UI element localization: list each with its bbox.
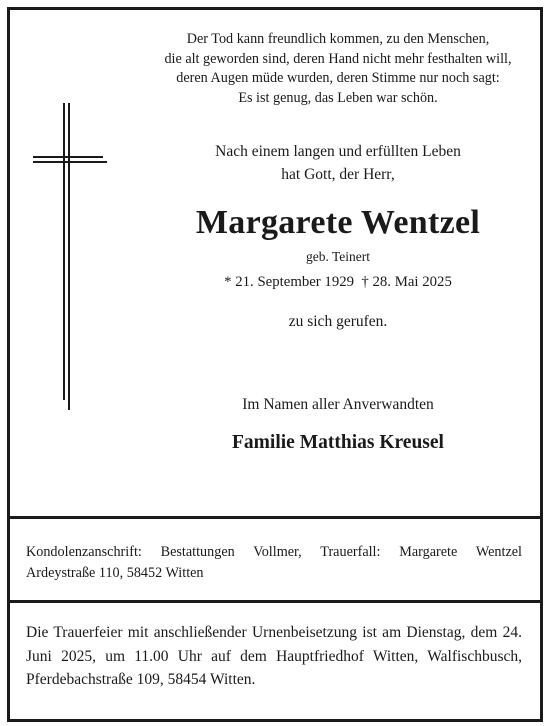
poem-line: die alt geworden sind, deren Hand nicht mehr festhalten will, — [164, 50, 512, 67]
obituary-border — [7, 7, 543, 722]
divider-top — [10, 516, 540, 519]
birth-name: geb. Teinert — [305, 249, 371, 264]
poem — [128, 30, 548, 108]
service-info: Die Trauerfeier mit anschließender Urnenbeisetzung ist am Dienstag, dem 24. Juni 2025, um 11.00 Uhr auf dem Hauptfriedhof Witten, Walfischbusch, Pferdebachstraße 109, 58454 Witten. — [26, 624, 522, 688]
family-name: Familie Matthias Kreusel — [232, 432, 444, 453]
intro-line: hat Gott, der Herr, — [281, 165, 395, 183]
condolence-line: Kondolenzanschrift: Bestattungen Vollmer, Trauerfall: Margarete Wentzel — [26, 544, 522, 560]
intro-text — [128, 141, 548, 186]
condolence-line: Ardeystraße 110, 58452 Witten — [26, 565, 204, 581]
cross-vertical-left — [63, 103, 65, 400]
relatives-line: Im Namen aller Anverwandten — [242, 396, 434, 413]
poem-line: Es ist genug, das Leben war schön. — [238, 89, 438, 106]
cross-vertical-right — [68, 103, 70, 410]
cross-horizontal-bottom — [33, 161, 107, 163]
cross-horizontal-top — [33, 156, 103, 158]
deceased-name: Margarete Wentzel — [195, 204, 481, 241]
intro-line: Nach einem langen und erfüllten Leben — [215, 143, 461, 160]
divider-bottom — [10, 600, 540, 603]
called-home-text: zu sich gerufen. — [288, 313, 388, 330]
life-dates: * 21. September 1929 † 28. Mai 2025 — [224, 274, 452, 290]
poem-line: deren Augen müde wurden, deren Stimme nur noch sagt: — [176, 70, 500, 86]
poem-line: Der Tod kann freundlich kommen, zu den Menschen, — [186, 31, 490, 47]
condolence-address — [26, 542, 522, 584]
